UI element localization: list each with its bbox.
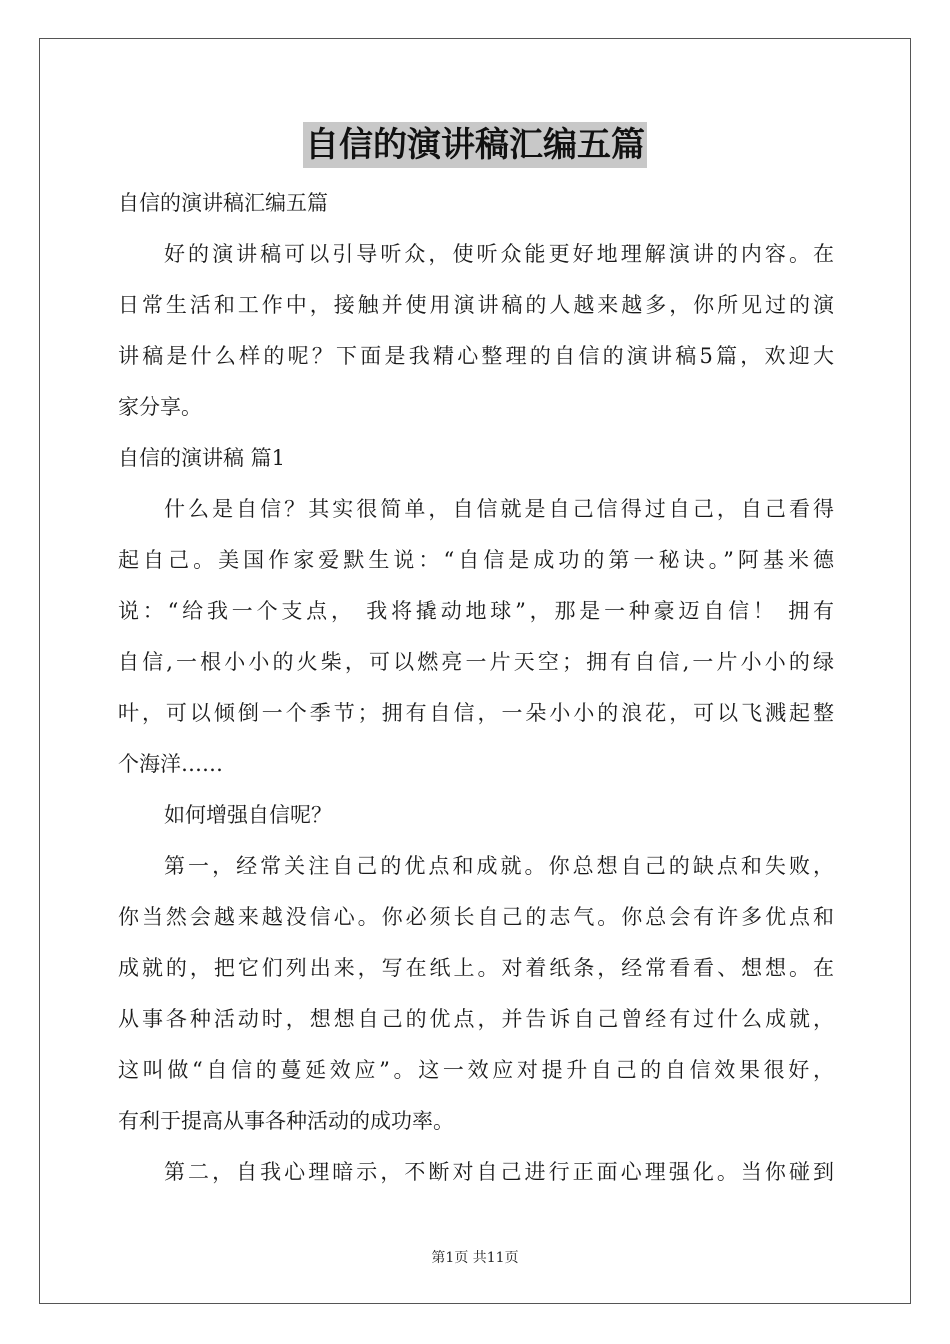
text-line: 有利于提高从事各种活动的成功率。 (118, 1109, 454, 1133)
title-container (0, 122, 950, 168)
text-line: 好的演讲稿可以引导听众，使听众能更好地理解演讲的内容。在 (164, 242, 834, 266)
text-line: 起自己。美国作家爱默生说：“自信是成功的第一秘诀。”阿基米德 (118, 548, 834, 572)
text-line: 自信的演讲稿 篇1 (118, 446, 286, 470)
text-line: 叶，可以倾倒一个季节；拥有自信，一朵小小的浪花，可以飞溅起整 (118, 701, 834, 725)
text-line: 个海洋…… (118, 752, 223, 776)
text-line: 家分享。 (118, 395, 202, 419)
document-title: 自信的演讲稿汇编五篇 (303, 122, 647, 168)
text-line: 如何增强自信呢？ (164, 803, 332, 827)
text-line: 成就的，把它们列出来，写在纸上。对着纸条，经常看看、想想。在 (118, 956, 834, 980)
text-line: 第二，自我心理暗示，不断对自己进行正面心理强化。当你碰到 (164, 1160, 834, 1184)
text-line: 你当然会越来越没信心。你必须长自己的志气。你总会有许多优点和 (118, 905, 834, 929)
text-line: 自信的演讲稿汇编五篇 (118, 191, 328, 215)
text-line: 自信,一根小小的火柴，可以燃亮一片天空；拥有自信,一片小小的绿 (118, 650, 834, 674)
text-line: 日常生活和工作中，接触并使用演讲稿的人越来越多，你所见过的演 (118, 293, 834, 317)
text-line: 第一，经常关注自己的优点和成就。你总想自己的缺点和失败， (164, 854, 834, 878)
text-line: 这叫做“自信的蔓延效应”。这一效应对提升自己的自信效果很好， (118, 1058, 834, 1082)
text-line: 讲稿是什么样的呢？下面是我精心整理的自信的演讲稿5篇，欢迎大 (118, 344, 834, 368)
text-line: 说：“给我一个支点， 我将撬动地球”，那是一种豪迈自信！ 拥有 (118, 599, 834, 623)
document-body (118, 178, 834, 1198)
page-footer: 第1页 共11页 (431, 1250, 519, 1266)
text-line: 从事各种活动时，想想自己的优点，并告诉自己曾经有过什么成就， (118, 1007, 834, 1031)
text-line: 什么是自信？其实很简单，自信就是自己信得过自己，自己看得 (164, 497, 834, 521)
